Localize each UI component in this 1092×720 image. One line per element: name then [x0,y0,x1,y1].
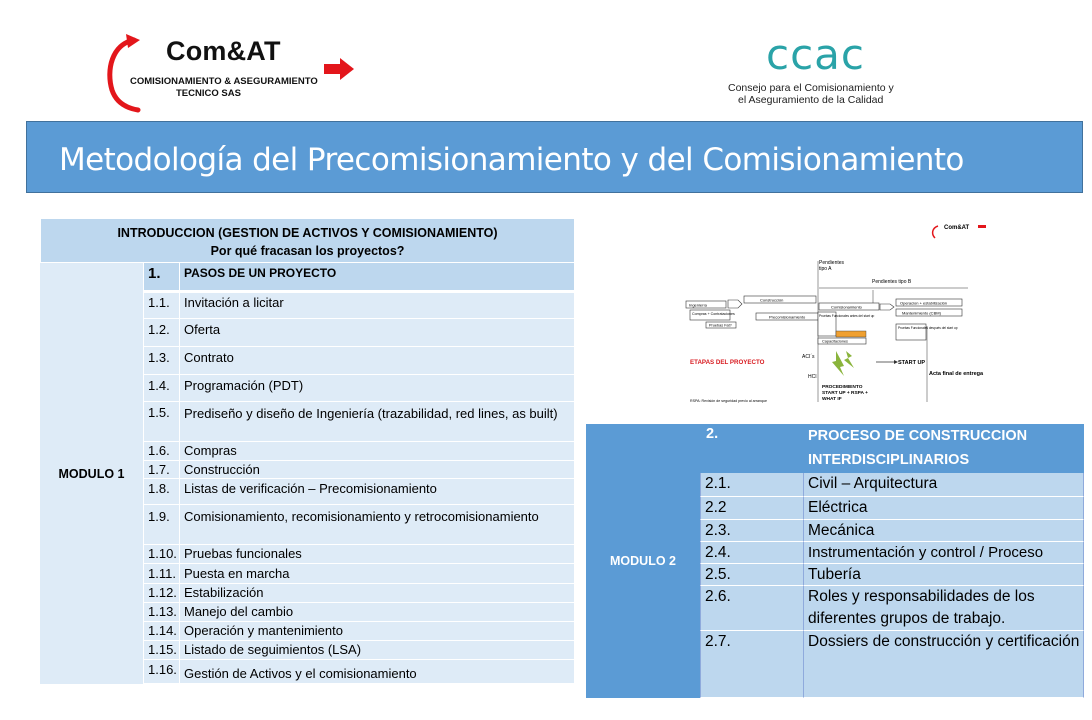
table-row-text: Dossiers de construcción y certificación [804,631,1084,698]
diagram-label-pruebas-antes: Pruebas Funcionales antes del start up [819,314,875,318]
diagram-logo-arc-icon [933,226,938,238]
table-row-number: 1.15. [144,641,180,660]
comat-logo-line1: COMISIONAMIENTO & ASEGURAMIENTO [130,76,318,87]
diagram-label-compras: Compras + Contrataciones [692,312,735,316]
module1-table [40,218,575,684]
table-row-number: 1.16. [144,660,180,684]
table-row-text: Programación (PDT) [180,375,575,402]
module2-section-number: 2. [700,424,804,473]
table-row-number: 1.7. [144,461,180,479]
diagram-logo-arrow-icon [978,225,986,228]
module2-section-title: PROCESO DE CONSTRUCCION INTERDISCIPLINARIOS [804,424,1084,473]
diagram-pendientes-b: Pendientes tipo B [872,279,912,285]
diagram-label-start-up-rspa: START UP + RSPA + [822,391,868,396]
table-row-number: 1.10. [144,545,180,564]
diagram-pendientes-a: Pendientes [819,260,845,266]
diagram-arrow-shape [880,304,894,310]
diagram-label-start-up: START UP [898,360,926,366]
table-row-text: Invitación a licitar [180,293,575,319]
diagram-label-mantenimiento: Mantenimiento (CBM) [902,310,941,316]
diagram-label-precomisionamiento: Precomisionamiento [769,314,806,320]
table-row-number: 2.5. [700,564,804,586]
diagram-label-what-if: WHAT IF [822,397,842,402]
comat-red-arc-icon [104,32,164,112]
diagram-label-acta: Acta final de entrega [929,371,984,377]
table-row-text: Instrumentación y control / Proceso [804,542,1084,564]
table-row-text: Comisionamiento, recomisionamiento y retrocomisionamiento [180,505,575,545]
table-row-text: Manejo del cambio [180,603,575,622]
table-row-number: 1.1. [144,293,180,319]
table-row-text: Prediseño y diseño de Ingeniería (trazabilidad, red lines, as built) [180,402,575,442]
diagram-label-acis: ACI´s [802,354,815,360]
comat-red-arrow-icon [324,58,356,80]
comat-logo [104,32,364,112]
table-row-text: Gestión de Activos y el comisionamiento [180,660,575,684]
table-row-number: 1.5. [144,402,180,442]
project-stages-diagram [676,216,984,412]
diagram-rspa-note: RSPA: Revisión de seguridad previo al arranque [690,399,768,403]
module1-section-number: 1. [144,263,180,291]
diagram-arrow-shape [728,300,742,308]
ccac-logo-name: ccac [766,30,866,79]
table-row-number: 1.2. [144,319,180,347]
table-row-number: 1.6. [144,442,180,461]
table-row-number: 2.4. [700,542,804,564]
table-row-number: 1.11. [144,564,180,584]
table-row-text: Pruebas funcionales [180,545,575,564]
table-row-number: 2.2 [700,497,804,520]
project-stages-diagram-svg [676,216,984,412]
module1-header-line1: INTRODUCCION (GESTION DE ACTIVOS Y COMISIONAMIENTO) [117,226,498,240]
table-row-number: 2.3. [700,520,804,542]
table-row-number: 1.9. [144,505,180,545]
table-row-number: 1.14. [144,622,180,641]
page-title: Metodología del Precomisionamiento y del Comisionamiento [59,142,964,178]
table-row-text: Compras [180,442,575,461]
module1-header [40,218,575,263]
table-row-text: Tubería [804,564,1084,586]
table-row-text: Listado de seguimientos (LSA) [180,641,575,660]
table-row-number: 2.1. [700,473,804,497]
table-row-text: Eléctrica [804,497,1084,520]
table-row-text: Listas de verificación – Precomisionamiento [180,479,575,505]
table-row-text: Mecánica [804,520,1084,542]
table-row-text: Estabilización [180,584,575,603]
module1-header-line2: Por qué fracasan los proyectos? [210,244,405,258]
diagram-logo-text: Com&AT [944,225,970,231]
table-row-text: Puesta en marcha [180,564,575,584]
lightning-icon [844,351,854,368]
table-row-text: Contrato [180,347,575,375]
module1-section-title: PASOS DE UN PROYECTO [180,263,575,291]
diagram-label-operacion: Operacion + estabilización [900,300,948,306]
table-row-text: Operación y mantenimiento [180,622,575,641]
lightning-icon [832,351,844,376]
table-row-number: 1.3. [144,347,180,375]
table-row-number: 1.8. [144,479,180,505]
module2-table [586,424,1084,698]
diagram-label-comisionamiento: Comisionamiento [831,304,862,310]
diagram-label-pruebas-despues: Pruebas Funcionales después del start up [898,326,958,330]
module2-label: MODULO 2 [586,424,700,698]
diagram-orange-bar [836,331,866,337]
ccac-logo-line1: Consejo para el Comisionamiento y [728,82,894,94]
ccac-logo-line2: el Aseguramiento de la Calidad [738,94,884,106]
diagram-label-procedimiento: PROCEDIMIENTO [822,385,863,390]
diagram-etapas-title: ETAPAS DEL PROYECTO [690,359,765,366]
table-row-number: 1.4. [144,375,180,402]
table-row-number: 1.13. [144,603,180,622]
ccac-logo [722,30,922,112]
table-row-text: Roles y responsabilidades de los diferentes grupos de trabajo. [804,586,1084,631]
table-row-number: 2.7. [700,631,804,698]
table-row-text: Civil – Arquitectura [804,473,1084,497]
table-row-number: 1.12. [144,584,180,603]
diagram-label-construccion: Construcción [760,297,784,303]
diagram-label-hci: HCI [808,374,817,380]
comat-logo-line2: TECNICO SAS [176,88,241,99]
table-row-number: 2.6. [700,586,804,631]
diagram-label-ingenieria: Ingeniería [689,302,707,308]
title-banner [26,121,1083,193]
table-row-text: Construcción [180,461,575,479]
diagram-label-fat: Pruebas Fat? [709,323,732,328]
diagram-label-capacitaciones: Capacitaciones [822,339,848,344]
comat-logo-name: Com&AT [166,36,281,66]
table-row-text: Oferta [180,319,575,347]
module1-label: MODULO 1 [40,263,144,684]
diagram-pendientes-a2: tipo A [819,266,832,272]
